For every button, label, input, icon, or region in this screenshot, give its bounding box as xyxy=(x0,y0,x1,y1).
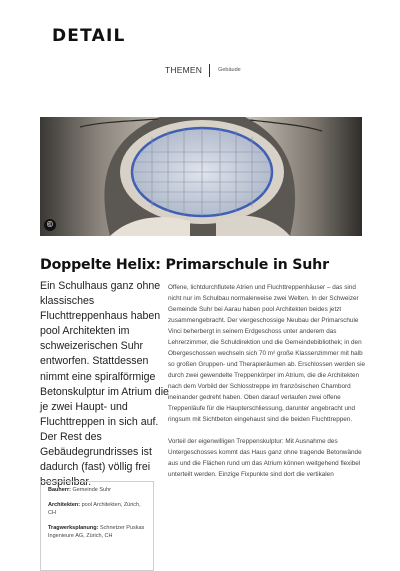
article-lead: Ein Schulhaus ganz ohne klassisches Fluchttreppenhaus haben pool Architekten im schweizerischen Suhr entworfen. Stattdessen nimmt eine spiralförmige Betonskulptur im Atrium die je zwei Haupt- und Fluchttreppen in sich auf. Der Rest des Gebäudegrundrisses ist dadurch (fast) völlig frei bespielbar. xyxy=(40,280,169,489)
nav-themen-link[interactable]: THEMEN xyxy=(165,65,203,75)
copyright-icon[interactable]: © xyxy=(44,219,56,231)
nav-divider xyxy=(209,64,210,77)
detail-logo[interactable]: DETAIL xyxy=(52,26,126,46)
fact-bauherr xyxy=(48,486,146,495)
project-factbox xyxy=(40,481,154,571)
topic-nav xyxy=(165,63,241,77)
article-body xyxy=(168,282,368,480)
body-paragraph-1: Offene, lichtdurchflutete Atrien und Fluchttreppenhäuser – das sind nicht nur im Schulbau normalerweise zwei Welten. In der Schweizer Gemeinde Suhr bei Aarau haben pool Architekten beides jetzt zusammengebracht. Der viergeschossige Neubau der Primarschule Vinci beherbergt in seinem Erdgeschoss unter anderem das Lehrerzimmer, die Schuldirektion und die Gemeindebibliothek; in den Obergeschossen wechseln sich 70 m² große Klassenzimmer mit halb so großen Gruppen- und Therapieräumen ab. Erschlossen werden sie durch zwei gewendelte Treppenkörper im Atrium, die die Architekten nach dem Vorbild der Schlosstreppe im französischen Chambord ineinander gedreht haben. Oben darauf verlaufen zwei offene Treppenläufe für die Haupterschliessung, darunter angebracht und ringsum mit Sichtbeton eingehaust sind die beiden Fluchttreppen. xyxy=(168,284,366,423)
nav-gebaeude-link[interactable]: Gebäude xyxy=(218,67,241,73)
fact-label: Architekten: xyxy=(48,501,81,508)
article-title: Doppelte Helix: Primarschule in Suhr xyxy=(40,256,329,273)
fact-tragwerksplanung xyxy=(48,524,146,541)
fact-architekten xyxy=(48,501,146,518)
fact-value: pool Architekten, Zürich, CH xyxy=(48,501,141,516)
fact-label: Bauherr: xyxy=(48,487,71,493)
hero-image xyxy=(40,117,362,236)
body-paragraph-2: Vorteil der eigenwilligen Treppenskulptur: Mit Ausnahme des Untergeschosses kommt das Haus ganz ohne tragende Betonwände aus und die Flächen rund um das Atrium können weitgehend flexibel unterteilt werden. Einzige Fixpunkte sind dort die vertikalen xyxy=(168,438,362,478)
fact-value: Gemeinde Suhr xyxy=(72,487,111,493)
fact-value: Schnetzer Puskas Ingenieure AG, Zürich, CH xyxy=(48,524,145,539)
fact-label: Tragwerksplanung: xyxy=(48,524,99,531)
